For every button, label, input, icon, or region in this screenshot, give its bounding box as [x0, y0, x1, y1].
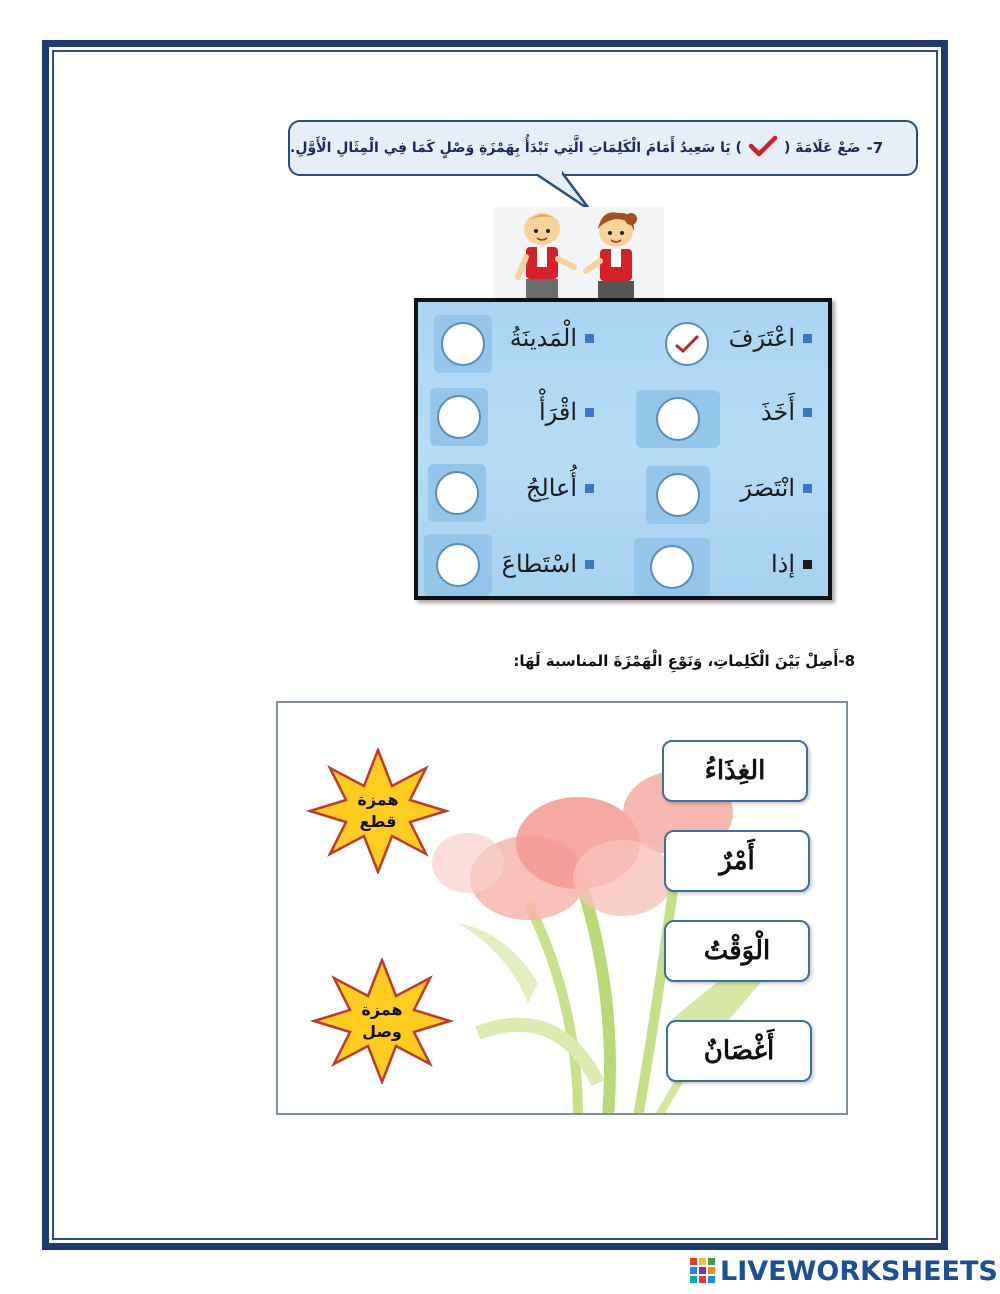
- answer-cell[interactable]: [658, 315, 716, 373]
- hamza-qat-star[interactable]: [306, 748, 450, 874]
- quiz-item: [502, 550, 594, 578]
- quiz-word: الْمَدينَةُ: [509, 324, 577, 352]
- bullet-icon: [585, 560, 594, 569]
- quiz-word: إذا: [770, 550, 795, 578]
- star-label-line2: قطع: [359, 812, 397, 831]
- answer-cell[interactable]: [636, 390, 720, 448]
- liveworksheets-logo: [690, 1254, 998, 1288]
- brand-name: LIVEWORKSHEETS: [720, 1255, 998, 1287]
- check-icon: [748, 135, 778, 161]
- hamza-quiz-box: [414, 298, 832, 600]
- question-7-text-start: ضَعْ عَلَامَةَ (: [783, 140, 861, 156]
- quiz-item: [510, 324, 594, 352]
- answer-circle[interactable]: [650, 545, 694, 589]
- star-label: [310, 958, 454, 1084]
- word-card[interactable]: الْوَقْتُ: [664, 920, 810, 982]
- star-label: [306, 748, 450, 874]
- answer-cell[interactable]: [646, 466, 710, 524]
- quiz-item: [729, 324, 812, 352]
- bullet-icon: [803, 484, 812, 493]
- answer-cell[interactable]: [434, 315, 492, 373]
- quiz-word: أُعالِجُ: [525, 474, 577, 502]
- answer-circle[interactable]: [665, 322, 709, 366]
- bullet-icon: [585, 408, 594, 417]
- quiz-word: اعْتَرَفَ: [728, 324, 795, 352]
- quiz-item: [539, 398, 594, 426]
- bullet-icon: [585, 484, 594, 493]
- answer-cell[interactable]: [634, 538, 710, 596]
- answer-cell[interactable]: [428, 464, 486, 522]
- answer-circle[interactable]: [656, 397, 700, 441]
- word-card[interactable]: أَغْصَانٌ: [666, 1020, 812, 1082]
- bullet-icon: [803, 408, 812, 417]
- liveworksheets-icon: [690, 1258, 716, 1284]
- word-card[interactable]: الغِذَاءُ: [662, 740, 808, 802]
- matching-exercise: [276, 701, 848, 1115]
- question-7-text-end: ) يَا سَعِيدُ أَمَامَ الْكَلِمَاتِ الَّتِي تَبْدَأُ بِهَمْزَةِ وَصْلٍ كَمَا فِي الْمِثَالِ الْأَوَّلِ.: [290, 140, 742, 156]
- answer-circle[interactable]: [435, 471, 479, 515]
- hamza-wasl-star[interactable]: [310, 958, 454, 1084]
- question-7-number: -7: [866, 139, 884, 157]
- check-icon: [674, 334, 700, 354]
- quiz-item: [740, 474, 812, 502]
- star-label-line1: همزة: [357, 790, 399, 809]
- word-card[interactable]: أَمْرٌ: [664, 830, 810, 892]
- quiz-word: أَخَذَ: [760, 398, 795, 426]
- quiz-word: اقْرَأْ: [538, 398, 577, 426]
- children-illustration: [494, 207, 664, 299]
- bullet-icon: [803, 334, 812, 343]
- answer-cell[interactable]: [430, 388, 488, 446]
- answer-circle[interactable]: [656, 473, 700, 517]
- answer-circle[interactable]: [441, 322, 485, 366]
- quiz-item: [771, 550, 812, 578]
- answer-circle[interactable]: [437, 395, 481, 439]
- bullet-icon: [803, 560, 812, 569]
- question-7-bubble: [288, 120, 918, 176]
- quiz-word: اسْتَطاعَ: [501, 550, 577, 578]
- answer-circle[interactable]: [436, 543, 480, 587]
- star-label-line2: وصل: [362, 1022, 402, 1041]
- quiz-item: [761, 398, 812, 426]
- answer-cell[interactable]: [424, 534, 492, 596]
- quiz-word: انْتَصَرَ: [740, 474, 795, 502]
- question-8-title: 8-أَصِلْ بَيْنَ الْكَلِماتِ، وَنَوْعِ الْهَمْزَةَ المناسبة لَهَا:: [513, 652, 855, 670]
- quiz-item: [526, 474, 594, 502]
- star-label-line1: همزة: [361, 1000, 403, 1019]
- bullet-icon: [585, 334, 594, 343]
